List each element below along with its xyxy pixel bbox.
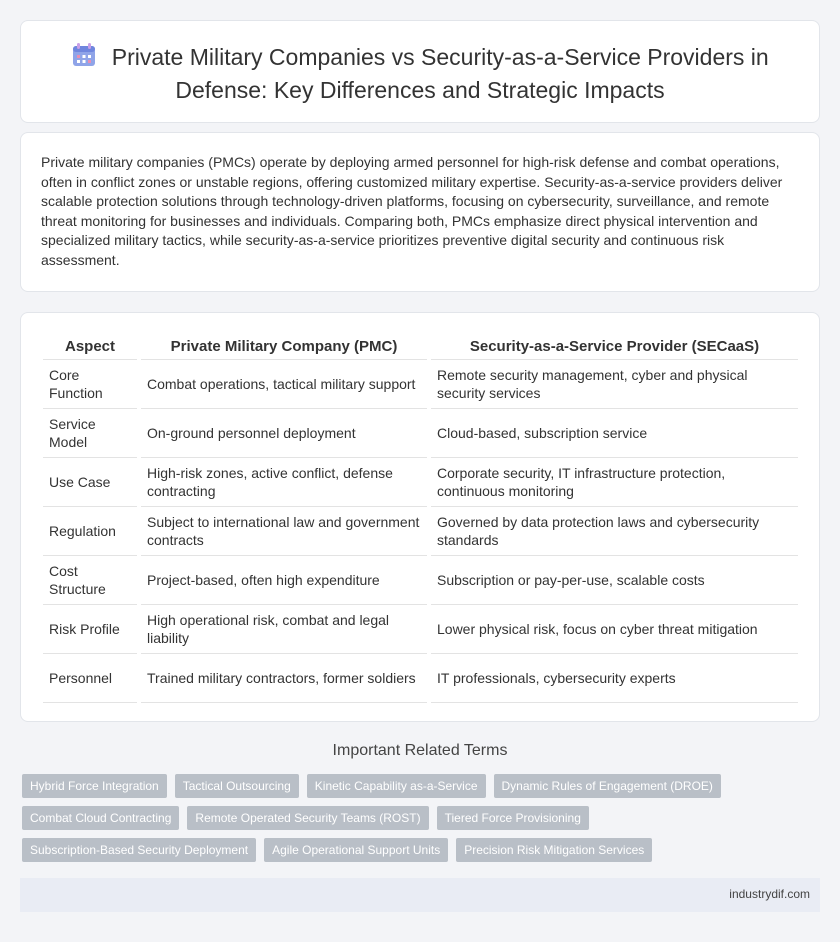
table-cell: Subject to international law and government contracts (141, 507, 427, 556)
comparison-card (20, 312, 820, 722)
table-header: Security-as-a-Service Provider (SECaaS) (431, 333, 798, 360)
table-cell: Core Function (43, 360, 137, 409)
calendar-icon (71, 42, 97, 73)
table-cell: Trained military contractors, former soldiers (141, 654, 427, 703)
footer-site-link[interactable]: industrydif.com (729, 887, 810, 901)
tag[interactable]: Tactical Outsourcing (175, 774, 299, 798)
tag[interactable]: Dynamic Rules of Engagement (DROE) (494, 774, 721, 798)
tag[interactable]: Hybrid Force Integration (22, 774, 167, 798)
table-header-row (43, 333, 798, 360)
tag[interactable]: Agile Operational Support Units (264, 838, 448, 862)
table-cell: Governed by data protection laws and cybersecurity standards (431, 507, 798, 556)
table-cell: On-ground personnel deployment (141, 409, 427, 458)
table-cell: Lower physical risk, focus on cyber threat mitigation (431, 605, 798, 654)
table-cell: Subscription or pay-per-use, scalable costs (431, 556, 798, 605)
table-cell: Remote security management, cyber and physical security services (431, 360, 798, 409)
table-cell: Use Case (43, 458, 137, 507)
page-title: Private Military Companies vs Security-as-a-Service Providers in Defense: Key Differences and Strategic Impacts (111, 44, 769, 104)
table-row (43, 409, 798, 458)
table-cell: IT professionals, cybersecurity experts (431, 654, 798, 703)
related-terms-title: Important Related Terms (332, 742, 508, 759)
table-row (43, 507, 798, 556)
table-cell: Service Model (43, 409, 137, 458)
table-row (43, 556, 798, 605)
table-row (43, 654, 798, 703)
footer (20, 878, 820, 912)
table-cell: Corporate security, IT infrastructure protection, continuous monitoring (431, 458, 798, 507)
table-row (43, 458, 798, 507)
related-terms-tags (22, 774, 822, 862)
table-row (43, 605, 798, 654)
table-cell: Regulation (43, 507, 137, 556)
table-cell: High operational risk, combat and legal liability (141, 605, 427, 654)
table-header: Private Military Company (PMC) (141, 333, 427, 360)
tag[interactable]: Remote Operated Security Teams (ROST) (187, 806, 428, 830)
table-cell: Risk Profile (43, 605, 137, 654)
tag[interactable]: Tiered Force Provisioning (437, 806, 589, 830)
title-card (20, 20, 820, 123)
tag[interactable]: Kinetic Capability as-a-Service (307, 774, 486, 798)
tag[interactable]: Precision Risk Mitigation Services (456, 838, 652, 862)
table-cell: High-risk zones, active conflict, defense contracting (141, 458, 427, 507)
table-row (43, 360, 798, 409)
title-wrap (51, 43, 789, 105)
intro-card (20, 132, 820, 292)
tag[interactable]: Subscription-Based Security Deployment (22, 838, 256, 862)
table-cell: Cost Structure (43, 556, 137, 605)
table-cell: Cloud-based, subscription service (431, 409, 798, 458)
intro-text: Private military companies (PMCs) operate by deploying armed personnel for high-risk defense and combat operations, often in conflict zones or unstable regions, offering customized military expertise. Security-as-a-service providers deliver scalable protection solutions through technology-driven platforms, focusing on cybersecurity, surveillance, and remote threat monitoring for businesses and individuals. Comparing both, PMCs emphasize direct physical intervention and specialized military tactics, while security-as-a-service prioritizes preventive digital security and continuous risk assessment. (41, 154, 783, 268)
table-cell: Personnel (43, 654, 137, 703)
table-header: Aspect (43, 333, 137, 360)
comparison-table (43, 333, 798, 703)
table-cell: Combat operations, tactical military support (141, 360, 427, 409)
tag[interactable]: Combat Cloud Contracting (22, 806, 179, 830)
table-cell: Project-based, often high expenditure (141, 556, 427, 605)
